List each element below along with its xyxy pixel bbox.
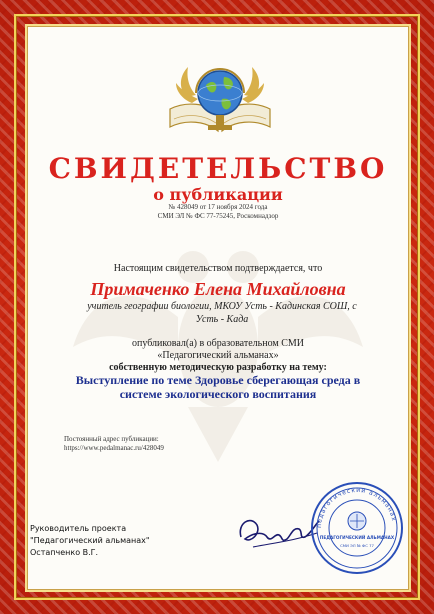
confirm-text: Настоящим свидетельством подтверждается, что	[113, 263, 323, 274]
globe-emblem-icon	[166, 57, 274, 143]
publication-url[interactable]: https://www.pedalmanac.ru/428049	[64, 444, 164, 452]
signatory-name: Остапченко В.Г.	[30, 548, 99, 557]
stamp-ring-text: педагогический альманах	[315, 486, 398, 529]
publication-topic: Выступление по теме Здоровье сберегающая среда в системе экологического воспитания	[75, 373, 361, 401]
signatory-project: "Педагогический альманах"	[30, 536, 150, 545]
stamp-inner-text: СМИ ЭЛ № ФС 77	[340, 543, 374, 548]
signatory-role: Руководитель проекта	[30, 524, 127, 533]
registration-info: СМИ ЭЛ № ФС 77-75245, Роскомнадзор	[157, 212, 279, 220]
certificate-body	[27, 26, 409, 590]
development-type: собственную методическую разработку на тему:	[109, 362, 327, 373]
certificate-subtitle: о публикации	[153, 185, 283, 204]
recipient-position: учитель географии биологии, МКОУ Усть - Кадинская СОШ, с Усть - Када	[87, 301, 357, 325]
address-label: Постоянный адрес публикации:	[64, 435, 159, 443]
recipient-name: Примаченко Елена Михайловна	[90, 279, 346, 299]
media-name: «Педагогический альманах»	[157, 350, 279, 361]
published-text: опубликовал(а) в образовательном СМИ	[132, 338, 304, 349]
certificate-number: № 428049 от 17 ноября 2024 года	[168, 203, 268, 211]
stamp-center-text: ПЕДАГОГИЧЕСКИЙ АЛЬМАНАХ	[319, 535, 395, 540]
certificate-title: СВИДЕТЕЛЬСТВО	[48, 152, 388, 185]
official-stamp-icon	[310, 481, 404, 575]
